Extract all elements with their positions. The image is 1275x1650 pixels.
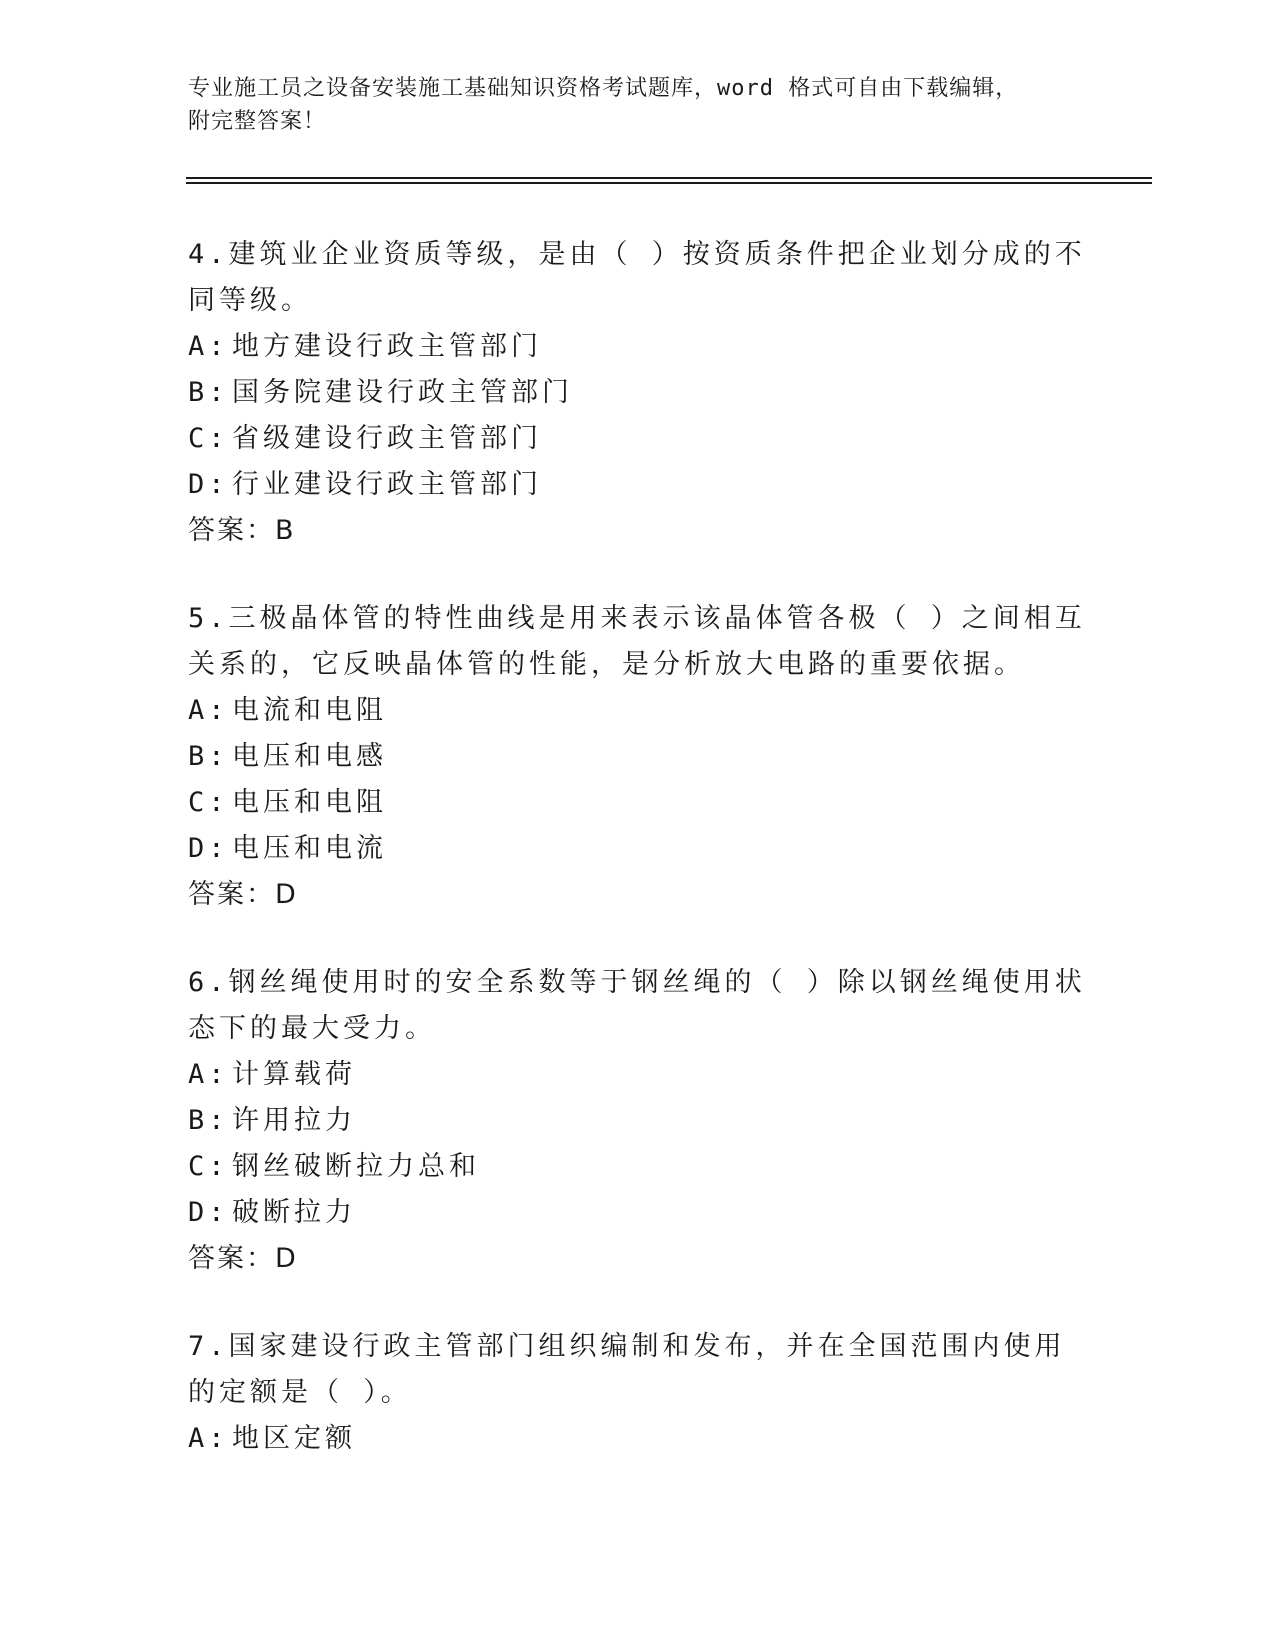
question-7 bbox=[188, 1324, 1088, 1462]
option-c bbox=[188, 416, 1088, 462]
option-key: B: bbox=[188, 377, 229, 408]
option-text: 地区定额 bbox=[232, 1423, 356, 1454]
option-text: 行业建设行政主管部门 bbox=[232, 469, 542, 500]
option-key: A: bbox=[188, 331, 229, 362]
answer-line: 答案：B bbox=[188, 515, 296, 546]
option-text: 计算载荷 bbox=[232, 1059, 356, 1090]
option-text: 电压和电阻 bbox=[232, 787, 387, 818]
option-a bbox=[188, 324, 1088, 370]
question-stem bbox=[188, 232, 1088, 324]
option-key: C: bbox=[188, 423, 229, 454]
option-key: B: bbox=[188, 1105, 229, 1136]
question-4 bbox=[188, 232, 1088, 554]
question-5 bbox=[188, 596, 1088, 918]
option-key: A: bbox=[188, 695, 229, 726]
document-header bbox=[188, 72, 1068, 138]
option-key: D: bbox=[188, 469, 229, 500]
header-divider-bottom bbox=[186, 182, 1152, 184]
option-text: 国务院建设行政主管部门 bbox=[232, 377, 573, 408]
option-key: D: bbox=[188, 833, 229, 864]
question-number: 7. bbox=[188, 1331, 229, 1362]
header-line-2: 附完整答案！ bbox=[188, 109, 327, 134]
option-text: 地方建设行政主管部门 bbox=[232, 331, 542, 362]
option-key: C: bbox=[188, 787, 229, 818]
option-text: 电流和电阻 bbox=[232, 695, 387, 726]
option-key: D: bbox=[188, 1197, 229, 1228]
question-text: 建筑业企业资质等级，是由（ ）按资质条件把企业划分成的不同等级。 bbox=[188, 239, 1086, 316]
option-text: 电压和电感 bbox=[232, 741, 387, 772]
option-b bbox=[188, 734, 1088, 780]
option-text: 破断拉力 bbox=[232, 1197, 356, 1228]
header-divider-top bbox=[186, 177, 1152, 179]
option-d bbox=[188, 1190, 1088, 1236]
question-stem bbox=[188, 960, 1088, 1052]
question-list bbox=[188, 232, 1088, 1504]
question-text: 国家建设行政主管部门组织编制和发布，并在全国范围内使用的定额是（ ）。 bbox=[188, 1331, 1066, 1408]
option-a bbox=[188, 1052, 1088, 1098]
option-d bbox=[188, 826, 1088, 872]
option-key: A: bbox=[188, 1423, 229, 1454]
answer-line: 答案：D bbox=[188, 879, 298, 910]
option-key: B: bbox=[188, 741, 229, 772]
option-c bbox=[188, 1144, 1088, 1190]
answer-line: 答案：D bbox=[188, 1243, 298, 1274]
question-number: 6. bbox=[188, 967, 229, 998]
header-line-1: 专业施工员之设备安装施工基础知识资格考试题库，word 格式可自由下载编辑， bbox=[188, 76, 1019, 101]
question-number: 4. bbox=[188, 239, 229, 270]
option-c bbox=[188, 780, 1088, 826]
option-text: 许用拉力 bbox=[232, 1105, 356, 1136]
option-text: 电压和电流 bbox=[232, 833, 387, 864]
question-text: 钢丝绳使用时的安全系数等于钢丝绳的（ ）除以钢丝绳使用状态下的最大受力。 bbox=[188, 967, 1086, 1044]
option-key: C: bbox=[188, 1151, 229, 1182]
option-key: A: bbox=[188, 1059, 229, 1090]
option-text: 省级建设行政主管部门 bbox=[232, 423, 542, 454]
question-6 bbox=[188, 960, 1088, 1282]
question-text: 三极晶体管的特性曲线是用来表示该晶体管各极（ ）之间相互关系的，它反映晶体管的性能，是分析放大电路的重要依据。 bbox=[188, 603, 1086, 680]
option-d bbox=[188, 462, 1088, 508]
option-b bbox=[188, 370, 1088, 416]
question-number: 5. bbox=[188, 603, 229, 634]
question-stem bbox=[188, 596, 1088, 688]
option-a bbox=[188, 688, 1088, 734]
option-b bbox=[188, 1098, 1088, 1144]
question-stem bbox=[188, 1324, 1088, 1416]
option-text: 钢丝破断拉力总和 bbox=[232, 1151, 480, 1182]
option-a bbox=[188, 1416, 1088, 1462]
